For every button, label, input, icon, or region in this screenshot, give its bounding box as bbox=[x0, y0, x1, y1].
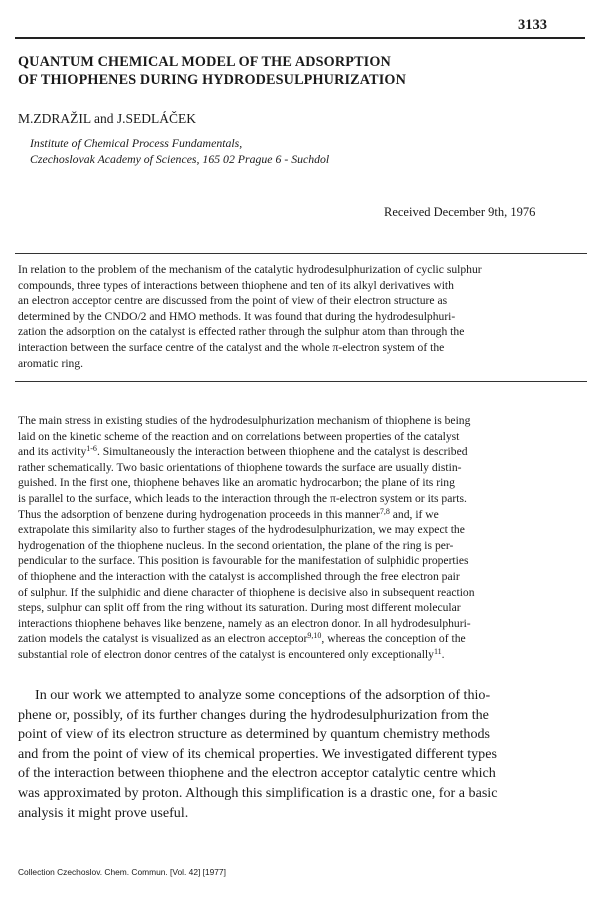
intro-line: pendicular to the surface. This position is favourable for the manifestation of sulphidic properties bbox=[18, 554, 469, 568]
intro-line: rather schematically. Two basic orientations of thiophene towards the surface are usually distin- bbox=[18, 460, 462, 474]
intro-text: and, if we bbox=[389, 507, 439, 521]
abstract-line: zation the adsorption on the catalyst is effected rather through the sulphur atom than through the bbox=[18, 325, 465, 339]
received-date: Received December 9th, 1976 bbox=[384, 205, 536, 219]
intro-text: . Simultaneously the interaction between thiophene and the catalyst is described bbox=[96, 445, 468, 459]
abstract-line: In relation to the problem of the mechanism of the catalytic hydrodesulphurization of cyclic sulphur bbox=[18, 263, 482, 276]
body-line: of the interaction between thiophene and the electron acceptor catalytic centre which bbox=[18, 765, 496, 782]
affiliation-line: Institute of Chemical Process Fundamentals, bbox=[30, 136, 243, 150]
abstract-line: an electron acceptor centre are discussed from the point of view of their electron structure as bbox=[18, 294, 448, 308]
intro-text: substantial role of electron donor centres of the catalyst is encountered only exceptionally bbox=[18, 647, 434, 661]
affiliation bbox=[30, 135, 329, 167]
journal-footer: Collection Czechoslov. Chem. Commun. [Vol. 42] [1977] bbox=[18, 867, 226, 877]
authors: M.ZDRAŽIL and J.SEDLÁČEK bbox=[18, 111, 196, 126]
body-line: was approximated by proton. Although this simplification is a drastic one, for a basic bbox=[18, 784, 498, 801]
title-line: OF THIOPHENES DURING HYDRODESULPHURIZATION bbox=[18, 72, 406, 88]
intro-text: and its activity bbox=[18, 445, 87, 459]
abstract-line: aromatic ring. bbox=[18, 356, 84, 370]
page-number: 3133 bbox=[518, 17, 547, 33]
title-line: QUANTUM CHEMICAL MODEL OF THE ADSORPTION bbox=[18, 54, 391, 70]
intro-text: , whereas the conception of the bbox=[321, 632, 466, 646]
body-line: phene or, possibly, of its further changes during the hydrodesulphurization from the bbox=[18, 706, 489, 723]
intro-line: is parallel to the surface, which leads to the interaction through the π-electron system or its parts. bbox=[18, 491, 467, 505]
intro-line: laid on the kinetic scheme of the reaction and on correlations between properties of the catalyst bbox=[18, 429, 460, 443]
introduction-paragraph bbox=[18, 413, 582, 663]
intro-line: The main stress in existing studies of the hydrodesulphurization mechanism of thiophene is being bbox=[18, 414, 471, 427]
intro-text: Thus the adsorption of benzene during hydrogenation proceeds in this manner bbox=[18, 507, 380, 521]
body-line: point of view of its electron structure as determined by quantum chemistry methods bbox=[18, 726, 491, 743]
citation-superscript: 7,8 bbox=[379, 506, 390, 516]
intro-line bbox=[18, 507, 582, 523]
citation-superscript: 11 bbox=[433, 646, 442, 656]
body-paragraph bbox=[18, 686, 582, 823]
abstract-bottom-rule bbox=[15, 381, 587, 382]
citation-superscript: 1-6 bbox=[86, 444, 97, 454]
intro-line: extrapolate this similarity also to further stages of the hydrodesulphurization, we may expect the bbox=[18, 523, 465, 537]
intro-line: steps, sulphur can split off from the ring without its saturation. During most different molecular bbox=[18, 601, 461, 615]
abstract-line: determined by the CNDO/2 and HMO methods. It was found that during the hydrodesulphuri- bbox=[18, 309, 456, 323]
intro-line: of thiophene and the interaction with the catalyst is accomplished through the free electron pair bbox=[18, 569, 460, 583]
intro-line: hydrogenation of the thiophene nucleus. In the second orientation, the plane of the ring is per- bbox=[18, 538, 454, 552]
affiliation-line: Czechoslovak Academy of Sciences, 165 02 Prague 6 - Suchdol bbox=[30, 152, 330, 166]
abstract-line: interaction between the surface centre of the catalyst and the whole π-electron system of the bbox=[18, 340, 445, 354]
abstract-top-rule bbox=[15, 253, 587, 254]
body-line: and from the point of view of its chemical properties. We investigated different types bbox=[18, 745, 497, 762]
abstract bbox=[18, 262, 582, 371]
article-title bbox=[18, 53, 578, 89]
citation-superscript: 9,10 bbox=[307, 631, 322, 641]
intro-text: . bbox=[441, 647, 445, 661]
intro-line: of sulphur. If the sulphidic and diene character of thiophene is decisive also in subsequent reaction bbox=[18, 585, 475, 599]
intro-line bbox=[18, 444, 582, 460]
body-line: analysis it might prove useful. bbox=[18, 804, 189, 821]
intro-line: interactions thiophene behaves like benzene, namely as an electron donor. In all hydrodesulphuri- bbox=[18, 616, 471, 630]
intro-line bbox=[18, 647, 582, 663]
intro-text: zation models the catalyst is visualized as an electron acceptor bbox=[18, 632, 308, 646]
header-rule bbox=[15, 37, 585, 39]
body-line: In our work we attempted to analyze some conceptions of the adsorption of thio- bbox=[35, 687, 491, 703]
intro-line: guished. In the first one, thiophene behaves like an aromatic hydrocarbon; the plane of its ring bbox=[18, 476, 455, 490]
intro-line bbox=[18, 631, 582, 647]
abstract-line: compounds, three types of interactions between thiophene and ten of its alkyl derivatives with bbox=[18, 278, 454, 292]
